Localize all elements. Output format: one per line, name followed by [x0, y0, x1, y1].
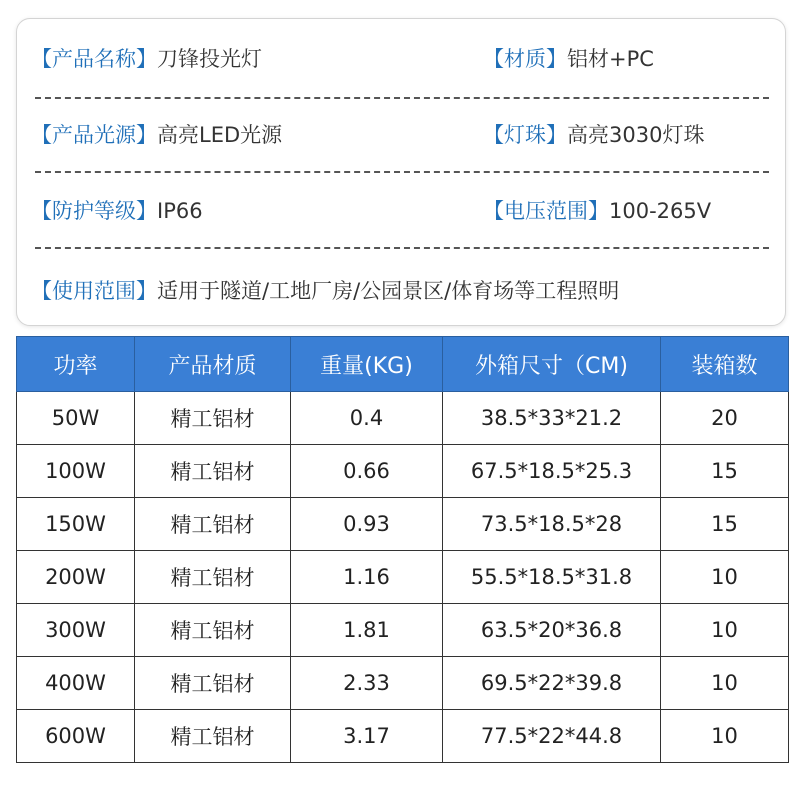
- spec-value: 适用于隧道/工地厂房/公园景区/体育场等工程照明: [157, 279, 620, 303]
- header-pack-qty: 装箱数: [661, 337, 789, 392]
- cell-power: 100W: [17, 445, 135, 498]
- cell-weight: 1.16: [291, 551, 443, 604]
- product-spec-table: [16, 336, 789, 763]
- spec-row-4: [17, 271, 785, 311]
- spec-usage: [31, 271, 619, 311]
- product-spec-card: [16, 18, 786, 326]
- cell-weight: 0.4: [291, 392, 443, 445]
- cell-pack-qty: 10: [661, 551, 789, 604]
- table-row: [17, 392, 789, 445]
- spec-product-name: [31, 39, 262, 79]
- spec-value: 高亮3030灯珠: [567, 123, 705, 147]
- cell-pack-qty: 10: [661, 710, 789, 763]
- cell-pack-qty: 15: [661, 498, 789, 551]
- cell-weight: 2.33: [291, 657, 443, 710]
- cell-material: 精工铝材: [135, 710, 291, 763]
- dashed-divider: [35, 247, 769, 249]
- spec-row-2: [17, 115, 785, 155]
- spec-light-source: [31, 115, 282, 155]
- cell-weight: 1.81: [291, 604, 443, 657]
- spec-material: [483, 39, 654, 79]
- spec-value: 高亮LED光源: [157, 123, 283, 147]
- spec-label: 【材质】: [483, 47, 567, 71]
- spec-label: 【灯珠】: [483, 123, 567, 147]
- table-row: [17, 710, 789, 763]
- table-row: [17, 551, 789, 604]
- header-weight: 重量(KG): [291, 337, 443, 392]
- spec-label: 【产品名称】: [31, 47, 157, 71]
- cell-carton-size: 69.5*22*39.8: [443, 657, 661, 710]
- cell-material: 精工铝材: [135, 551, 291, 604]
- cell-material: 精工铝材: [135, 657, 291, 710]
- spec-value: IP66: [157, 199, 203, 223]
- cell-power: 200W: [17, 551, 135, 604]
- cell-carton-size: 63.5*20*36.8: [443, 604, 661, 657]
- cell-weight: 3.17: [291, 710, 443, 763]
- cell-material: 精工铝材: [135, 392, 291, 445]
- spec-label: 【防护等级】: [31, 199, 157, 223]
- cell-pack-qty: 10: [661, 604, 789, 657]
- header-material: 产品材质: [135, 337, 291, 392]
- table-header-row: [17, 337, 789, 392]
- cell-pack-qty: 20: [661, 392, 789, 445]
- spec-value: 铝材+PC: [567, 47, 654, 71]
- cell-carton-size: 55.5*18.5*31.8: [443, 551, 661, 604]
- spec-row-3: [17, 191, 785, 231]
- header-power: 功率: [17, 337, 135, 392]
- cell-material: 精工铝材: [135, 604, 291, 657]
- cell-carton-size: 73.5*18.5*28: [443, 498, 661, 551]
- header-carton-size: 外箱尺寸（CM): [443, 337, 661, 392]
- cell-power: 150W: [17, 498, 135, 551]
- cell-power: 300W: [17, 604, 135, 657]
- spec-label: 【产品光源】: [31, 123, 157, 147]
- cell-pack-qty: 10: [661, 657, 789, 710]
- dashed-divider: [35, 171, 769, 173]
- cell-carton-size: 38.5*33*21.2: [443, 392, 661, 445]
- cell-carton-size: 77.5*22*44.8: [443, 710, 661, 763]
- spec-value: 刀锋投光灯: [157, 47, 262, 71]
- cell-power: 50W: [17, 392, 135, 445]
- table-row: [17, 498, 789, 551]
- spec-row-1: [17, 39, 785, 79]
- spec-beads: [483, 115, 704, 155]
- cell-weight: 0.93: [291, 498, 443, 551]
- spec-label: 【电压范围】: [483, 199, 609, 223]
- cell-material: 精工铝材: [135, 498, 291, 551]
- spec-value: 100-265V: [609, 199, 712, 223]
- spec-label: 【使用范围】: [31, 279, 157, 303]
- cell-power: 600W: [17, 710, 135, 763]
- spec-voltage: [483, 191, 711, 231]
- cell-weight: 0.66: [291, 445, 443, 498]
- cell-power: 400W: [17, 657, 135, 710]
- table-row: [17, 657, 789, 710]
- cell-pack-qty: 15: [661, 445, 789, 498]
- table-row: [17, 445, 789, 498]
- spec-protection: [31, 191, 203, 231]
- cell-carton-size: 67.5*18.5*25.3: [443, 445, 661, 498]
- dashed-divider: [35, 97, 769, 99]
- cell-material: 精工铝材: [135, 445, 291, 498]
- table-row: [17, 604, 789, 657]
